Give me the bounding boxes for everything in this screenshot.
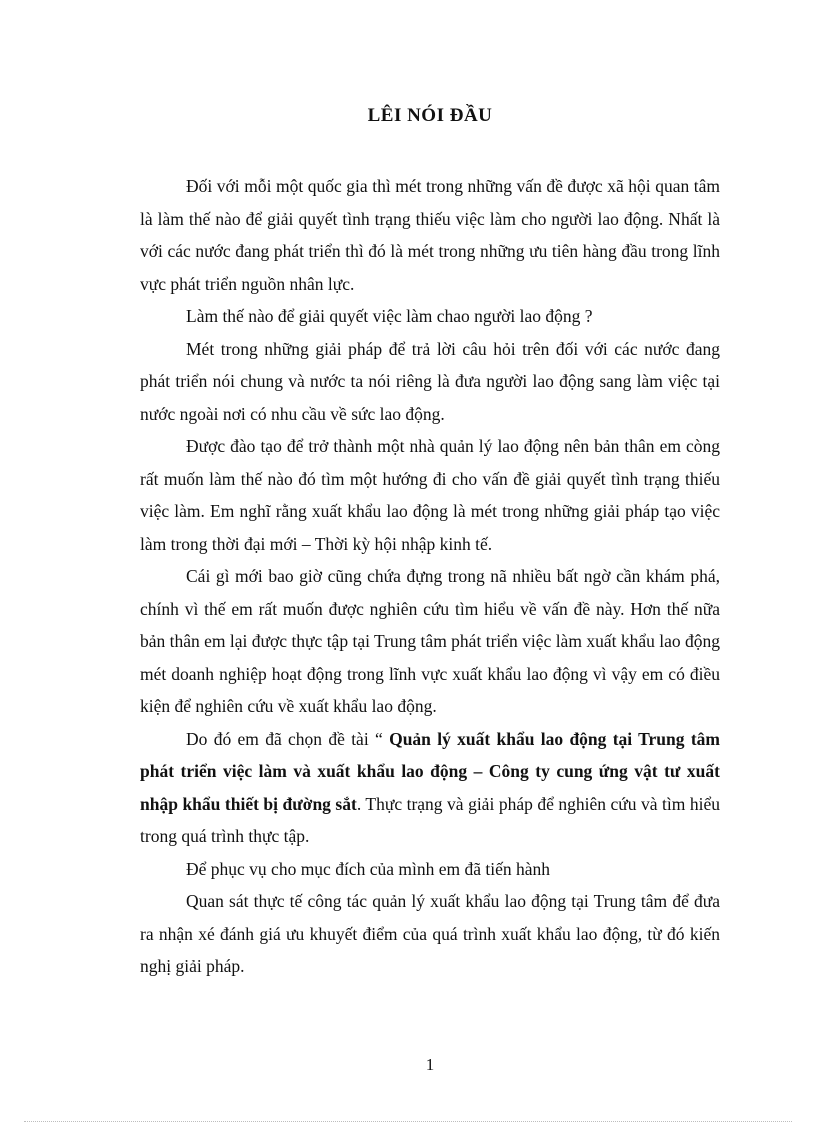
paragraph-7: Để phục vụ cho mục đích của mình em đã tiến hành [186,858,550,879]
paragraph-2: Làm thế nào để giải quyết việc làm chao người lao động ? [186,306,593,326]
paragraph-8: Quan sát thực tế công tác quản lý xuất khẩu lao động tại Trung tâm để đưa ra nhận xé đánh giá ưu khuyết điểm của quá trình xuất khẩu lao động, từ đó kiến nghị giải pháp. [140,891,720,976]
body-text [140,170,720,983]
page-number: 1 [425,1055,435,1074]
paragraph-3: Mét trong những giải pháp để trả lời câu hỏi trên đối với các nước đang phát triển nói chung và nước ta nói riêng là đưa người lao động sang làm việc tại nước ngoài nơi có nhu cầu về sức lao động. [140,338,720,424]
topic-intro: Do đó em đã chọn đề tài “ [186,728,390,749]
topic-title: Quản lý xuất khẩu lao động tại Trung tâm phát triển việc làm và xuất khẩu lao động – Công ty cung ứng vật tư xuất nhập khẩu thiết bị đường sắt [140,728,720,814]
paragraph-1: Đối với mỗi một quốc gia thì mét trong những vấn đề được xã hội quan tâm là làm thế nào để giải quyết tình trạng thiếu việc làm cho người lao động. Nhất là với các nước đang phát triển thì đó là mét trong những ưu tiên hàng đầu trong lĩnh vực phát triển nguồn nhân lực. [140,176,720,294]
page-bottom-divider [24,1121,792,1122]
topic-outro: . Thực trạng và giải pháp để nghiên cứu và tìm hiểu trong quá trình thực tập. [140,793,720,846]
page-title: LÊI NÓI ĐẦU [367,105,493,126]
topic-paragraph [140,723,720,853]
paragraph-4: Được đào tạo để trở thành một nhà quản lý lao động nên bản thân em còng rất muốn làm thế nào đó tìm một hướng đi cho vấn đề giải quyết tình trạng thiếu việc làm. Em nghĩ rằng xuất khẩu lao động là mét trong những giải pháp tạo việc làm trong thời đại mới – Thời kỳ hội nhập kinh tế. [140,436,720,554]
paragraph-5: Cái gì mới bao giờ cũng chứa đựng trong nã nhiều bất ngờ cần khám phá, chính vì thế em rất muốn được nghiên cứu tìm hiểu về vấn đề này. Hơn thế nữa bản thân em lại được thực tập tại Trung tâm phát triển việc làm xuất khẩu lao động mét doanh nghiệp hoạt động trong lĩnh vực xuất khẩu lao động vì vậy em có điều kiện để nghiên cứu về xuất khẩu lao động. [140,566,720,716]
